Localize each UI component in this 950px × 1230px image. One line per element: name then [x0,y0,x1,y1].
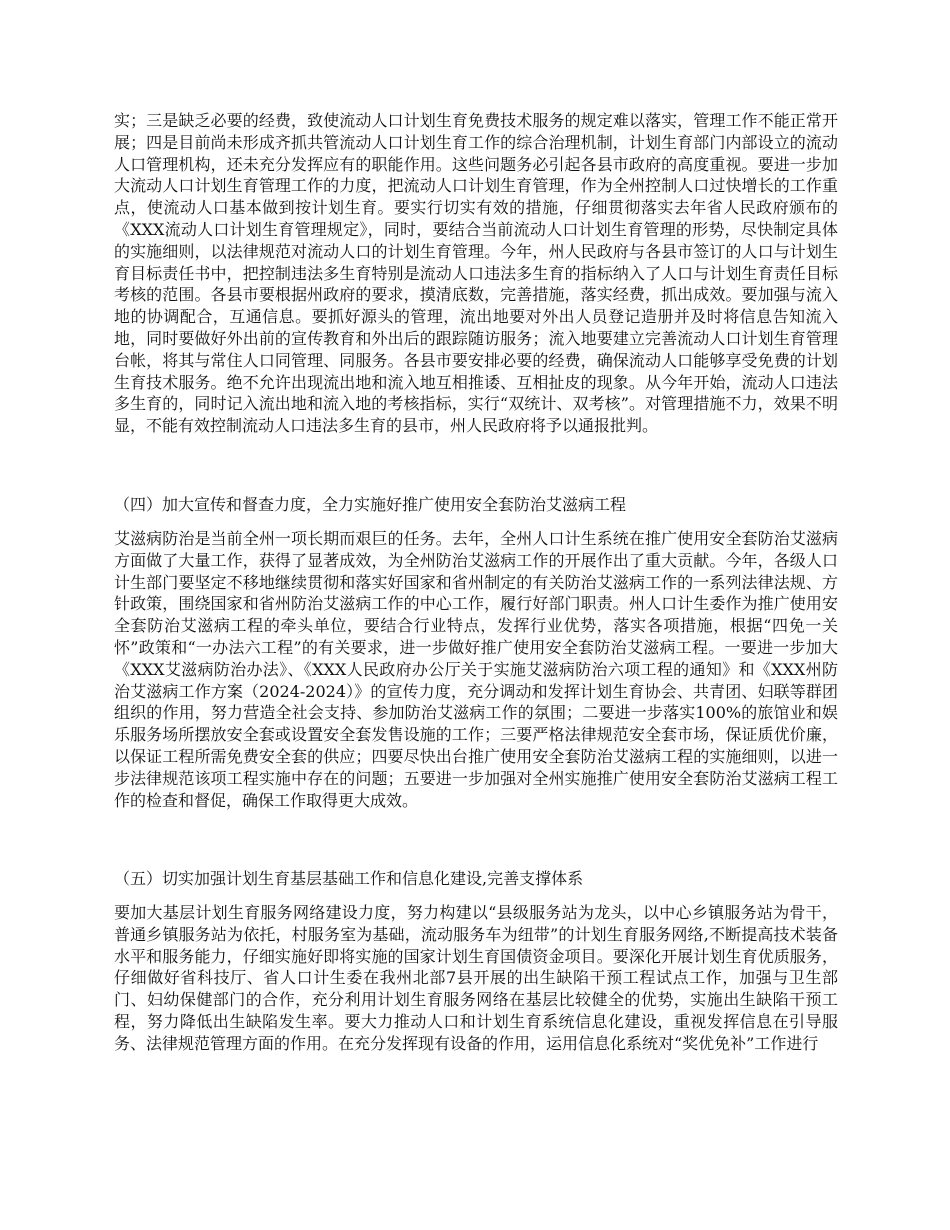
section-heading-5: （五）切实加强计划生育基层基础工作和信息化建设,完善支撑体系 [114,869,584,888]
paragraph-aids-prevention: 艾滋病防治是当前全州一项长期而艰巨的任务。去年，全州人口计生系统在推广使用安全套防治艾滋病方面做了大量工作，获得了显著成效，为全州防治艾滋病工作的开展作出了重大贡献。今年，各级人口计生部门要坚定不移地继续贯彻和落实好国家和省州制定的有关防治艾滋病工作的一系列法律法规、方针政策，围绕国家和省州防治艾滋病工作的中心工作，履行好部门职责。州人口计生委作为推广使用安全套防治艾滋病工程的牵头单位，要结合行业特点，发挥行业优势，落实各项措施，根据“四免一关怀”政策和“一办法六工程”的有关要求，进一步做好推广使用安全套防治艾滋病工程。一要进一步加大《XXX艾滋病防治办法》、《XXX人民政府办公厅关于实施艾滋病防治六项工程的通知》和《XXX州防治艾滋病工作方案（2024-2024）》的宣传力度，充分调动和发挥计划生育协会、共青团、妇联等群团组织的作用，努力营造全社会支持、参加防治艾滋病工作的氛围；二要进一步落实100%的旅馆业和娱乐服务场所摆放安全套或设置安全套发售设施的工作；三要严格法律规范安全套市场，保证质优价廉，以保证工程所需免费安全套的供应；四要尽快出台推广使用安全套防治艾滋病工程的实施细则，以进一步法律规范该项工程实施中存在的问题；五要进一步加强对全州实施推广使用安全套防治艾滋病工程工作的检查和督促，确保工作取得更大成效。 [114,529,838,810]
paragraph-floating-population: 实；三是缺乏必要的经费，致使流动人口计划生育免费技术服务的规定难以落实，管理工作不能正常开展；四是目前尚未形成齐抓共管流动人口计划生育工作的综合治理机制，计划生育部门内部设立的流动人口管理机构，还未充分发挥应有的职能作用。这些问题务必引起各县市政府的高度重视。要进一步加大流动人口计划生育管理工作的力度，把流动人口计划生育管理，作为全州控制人口过快增长的工作重点，使流动人口基本做到按计划生育。要实行切实有效的措施，仔细贯彻落实去年省人民政府颁布的《XXX流动人口计划生育管理规定》，同时，要结合当前流动人口计划生育管理的形势，尽快制定具体的实施细则，以法律规范对流动人口的计划生育管理。今年，州人民政府与各县市签订的人口与计划生育目标责任书中，把控制违法多生育特别是流动人口违法多生育的指标纳入了人口与计划生育责任目标考核的范围。各县市要根据州政府的要求，摸清底数，完善措施，落实经费，抓出成效。要加强与流入地的协调配合，互通信息。要抓好源头的管理，流出地要对外出人员登记造册并及时将信息告知流入地，同时要做好外出前的宣传教育和外出后的跟踪随访服务；流入地要建立完善流动人口计划生育管理台帐，将其与常住人口同管理、同服务。各县市要安排必要的经费，确保流动人口能够享受免费的计划生育技术服务。绝不允许出现流出地和流入地互相推诿、互相扯皮的现象。从今年开始，流动人口违法多生育的，同时记入流出地和流入地的考核指标，实行“双统计、双考核”。对管理措施不力，效果不明显，不能有效控制流动人口违法多生育的县市，州人民政府将予以通报批判。 [114,111,838,436]
paragraph-grassroots-network: 要加大基层计划生育服务网络建设力度，努力构建以“县级服务站为龙头，以中心乡镇服务站为骨干，普通乡镇服务站为依托，村服务室为基础，流动服务车为纽带”的计划生育服务网络,不断提高技术装备水平和服务能力，仔细实施好即将实施的国家计划生育国债资金项目。要深化开展计划生育优质服务，仔细做好省科技厅、省人口计生委在我州北部7县开展的出生缺陷干预工程试点工作，加强与卫生部门、妇幼保健部门的合作，充分利用计划生育服务网络在基层比较健全的优势，实施出生缺陷干预工程，努力降低出生缺陷发生率。要大力推动人口和计划生育系统信息化建设，重视发挥信息在引导服务、法律规范管理方面的作用。在充分发挥现有设备的作用，运用信息化系统对“奖优免补”工作进行 [114,903,838,1053]
document-page [114,110,838,1082]
section-heading-4: （四）加大宣传和督查力度，全力实施好推广使用安全套防治艾滋病工程 [114,495,627,514]
